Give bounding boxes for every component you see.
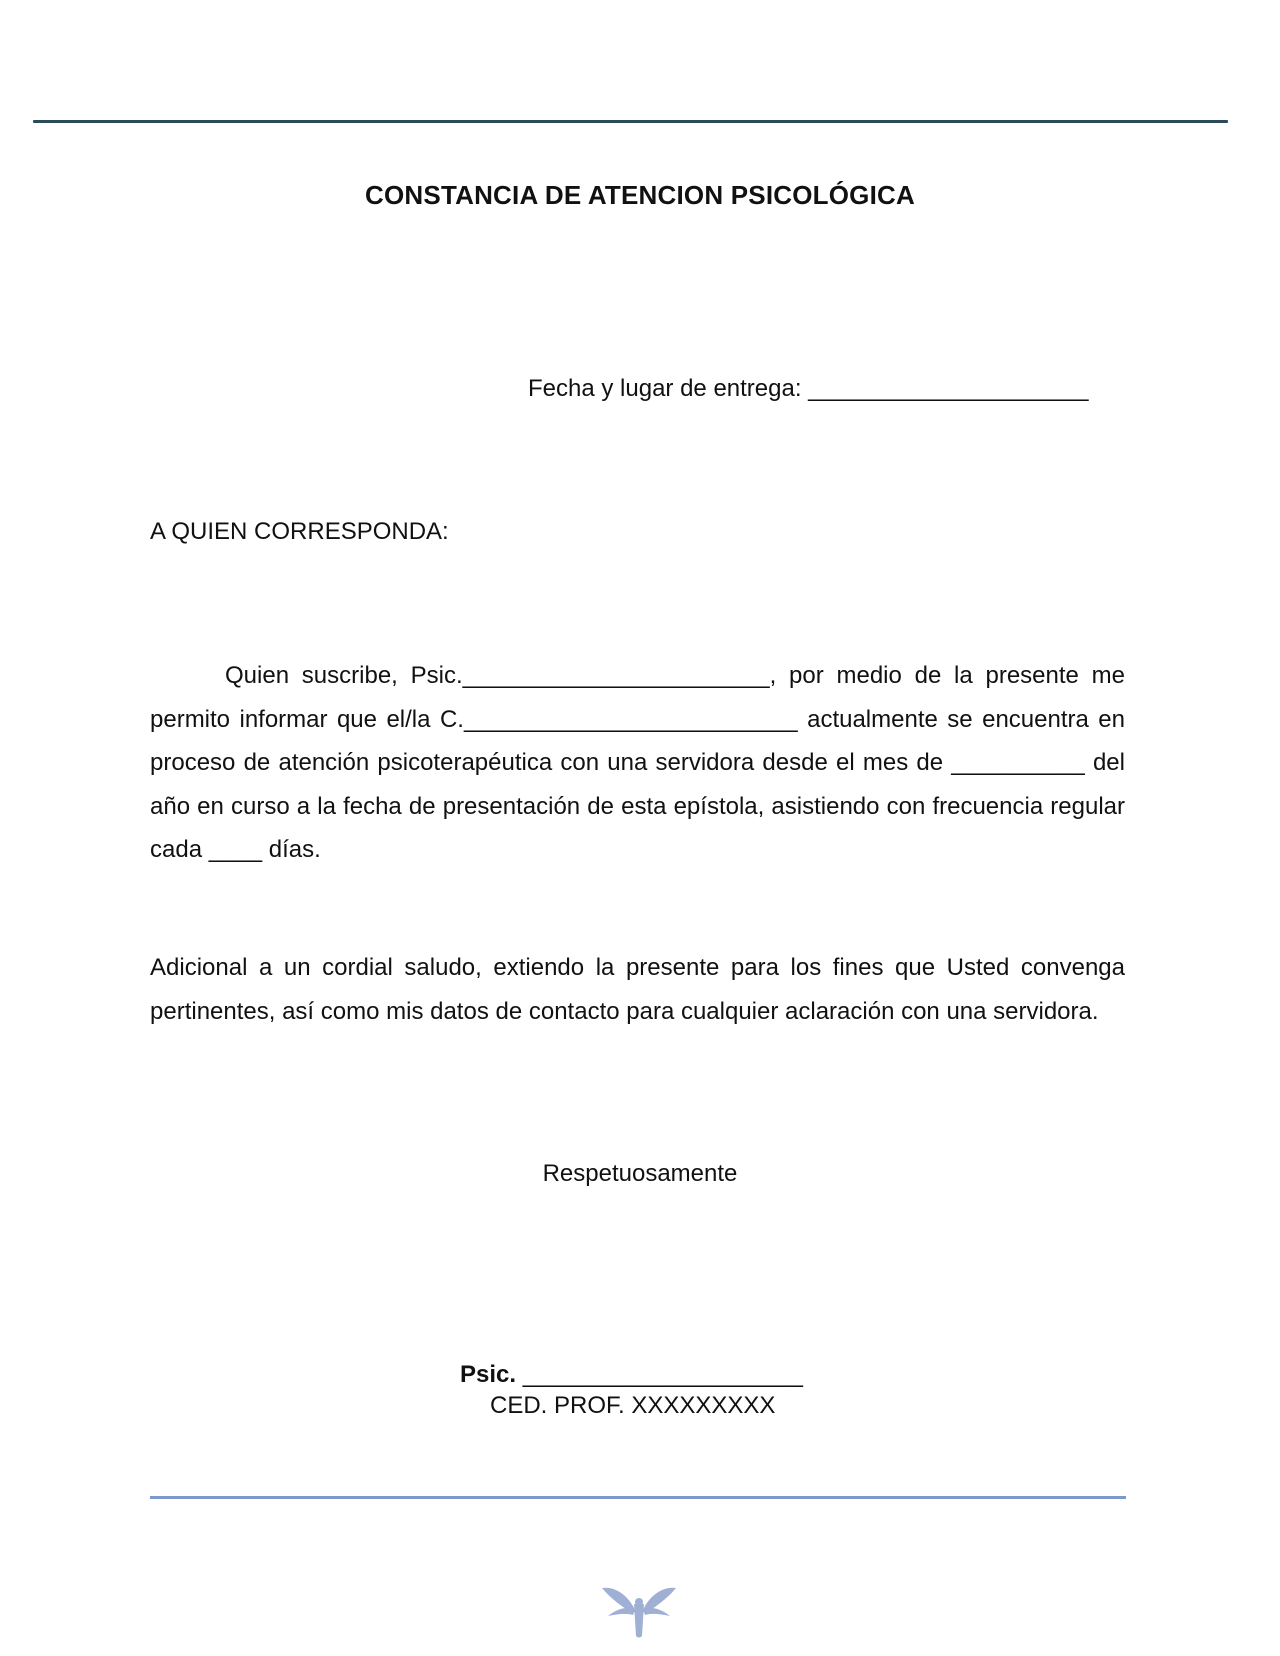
body-paragraph-2: Adicional a un cordial saludo, extiendo la presente para los fines que Usted convenga pertinentes, así como mis datos de contacto para cualquier aclaración con una servidora. — [150, 954, 1125, 1025]
signature-prefix: Psic. — [460, 1361, 517, 1388]
delivery-date-place-line: Fecha y lugar de entrega: _____________________ — [528, 375, 1089, 402]
document-title: CONSTANCIA DE ATENCION PSICOLÓGICA — [365, 180, 915, 210]
closing: Respetuosamente — [542, 1160, 738, 1187]
stylized-bird-logo-icon — [600, 1582, 678, 1638]
header-divider — [33, 120, 1228, 123]
signature-line — [460, 1361, 803, 1389]
professional-license: CED. PROF. XXXXXXXXX — [490, 1392, 776, 1419]
salutation: A QUIEN CORRESPONDA: — [150, 518, 449, 545]
footer-divider — [150, 1496, 1126, 1499]
signature-blank: _____________________ — [516, 1361, 804, 1388]
body-paragraph-1: Quien suscribe, Psic._______________________, por medio de la presente me permito informar que el/la C._________________________ actualmente se encuentra en proceso de atención psicoterapéutica con una servidora desde el mes de __________ del año en curso a la fecha de presentación de esta epístola, asistiendo con frecuencia regular cada ____ días. — [150, 662, 1125, 863]
